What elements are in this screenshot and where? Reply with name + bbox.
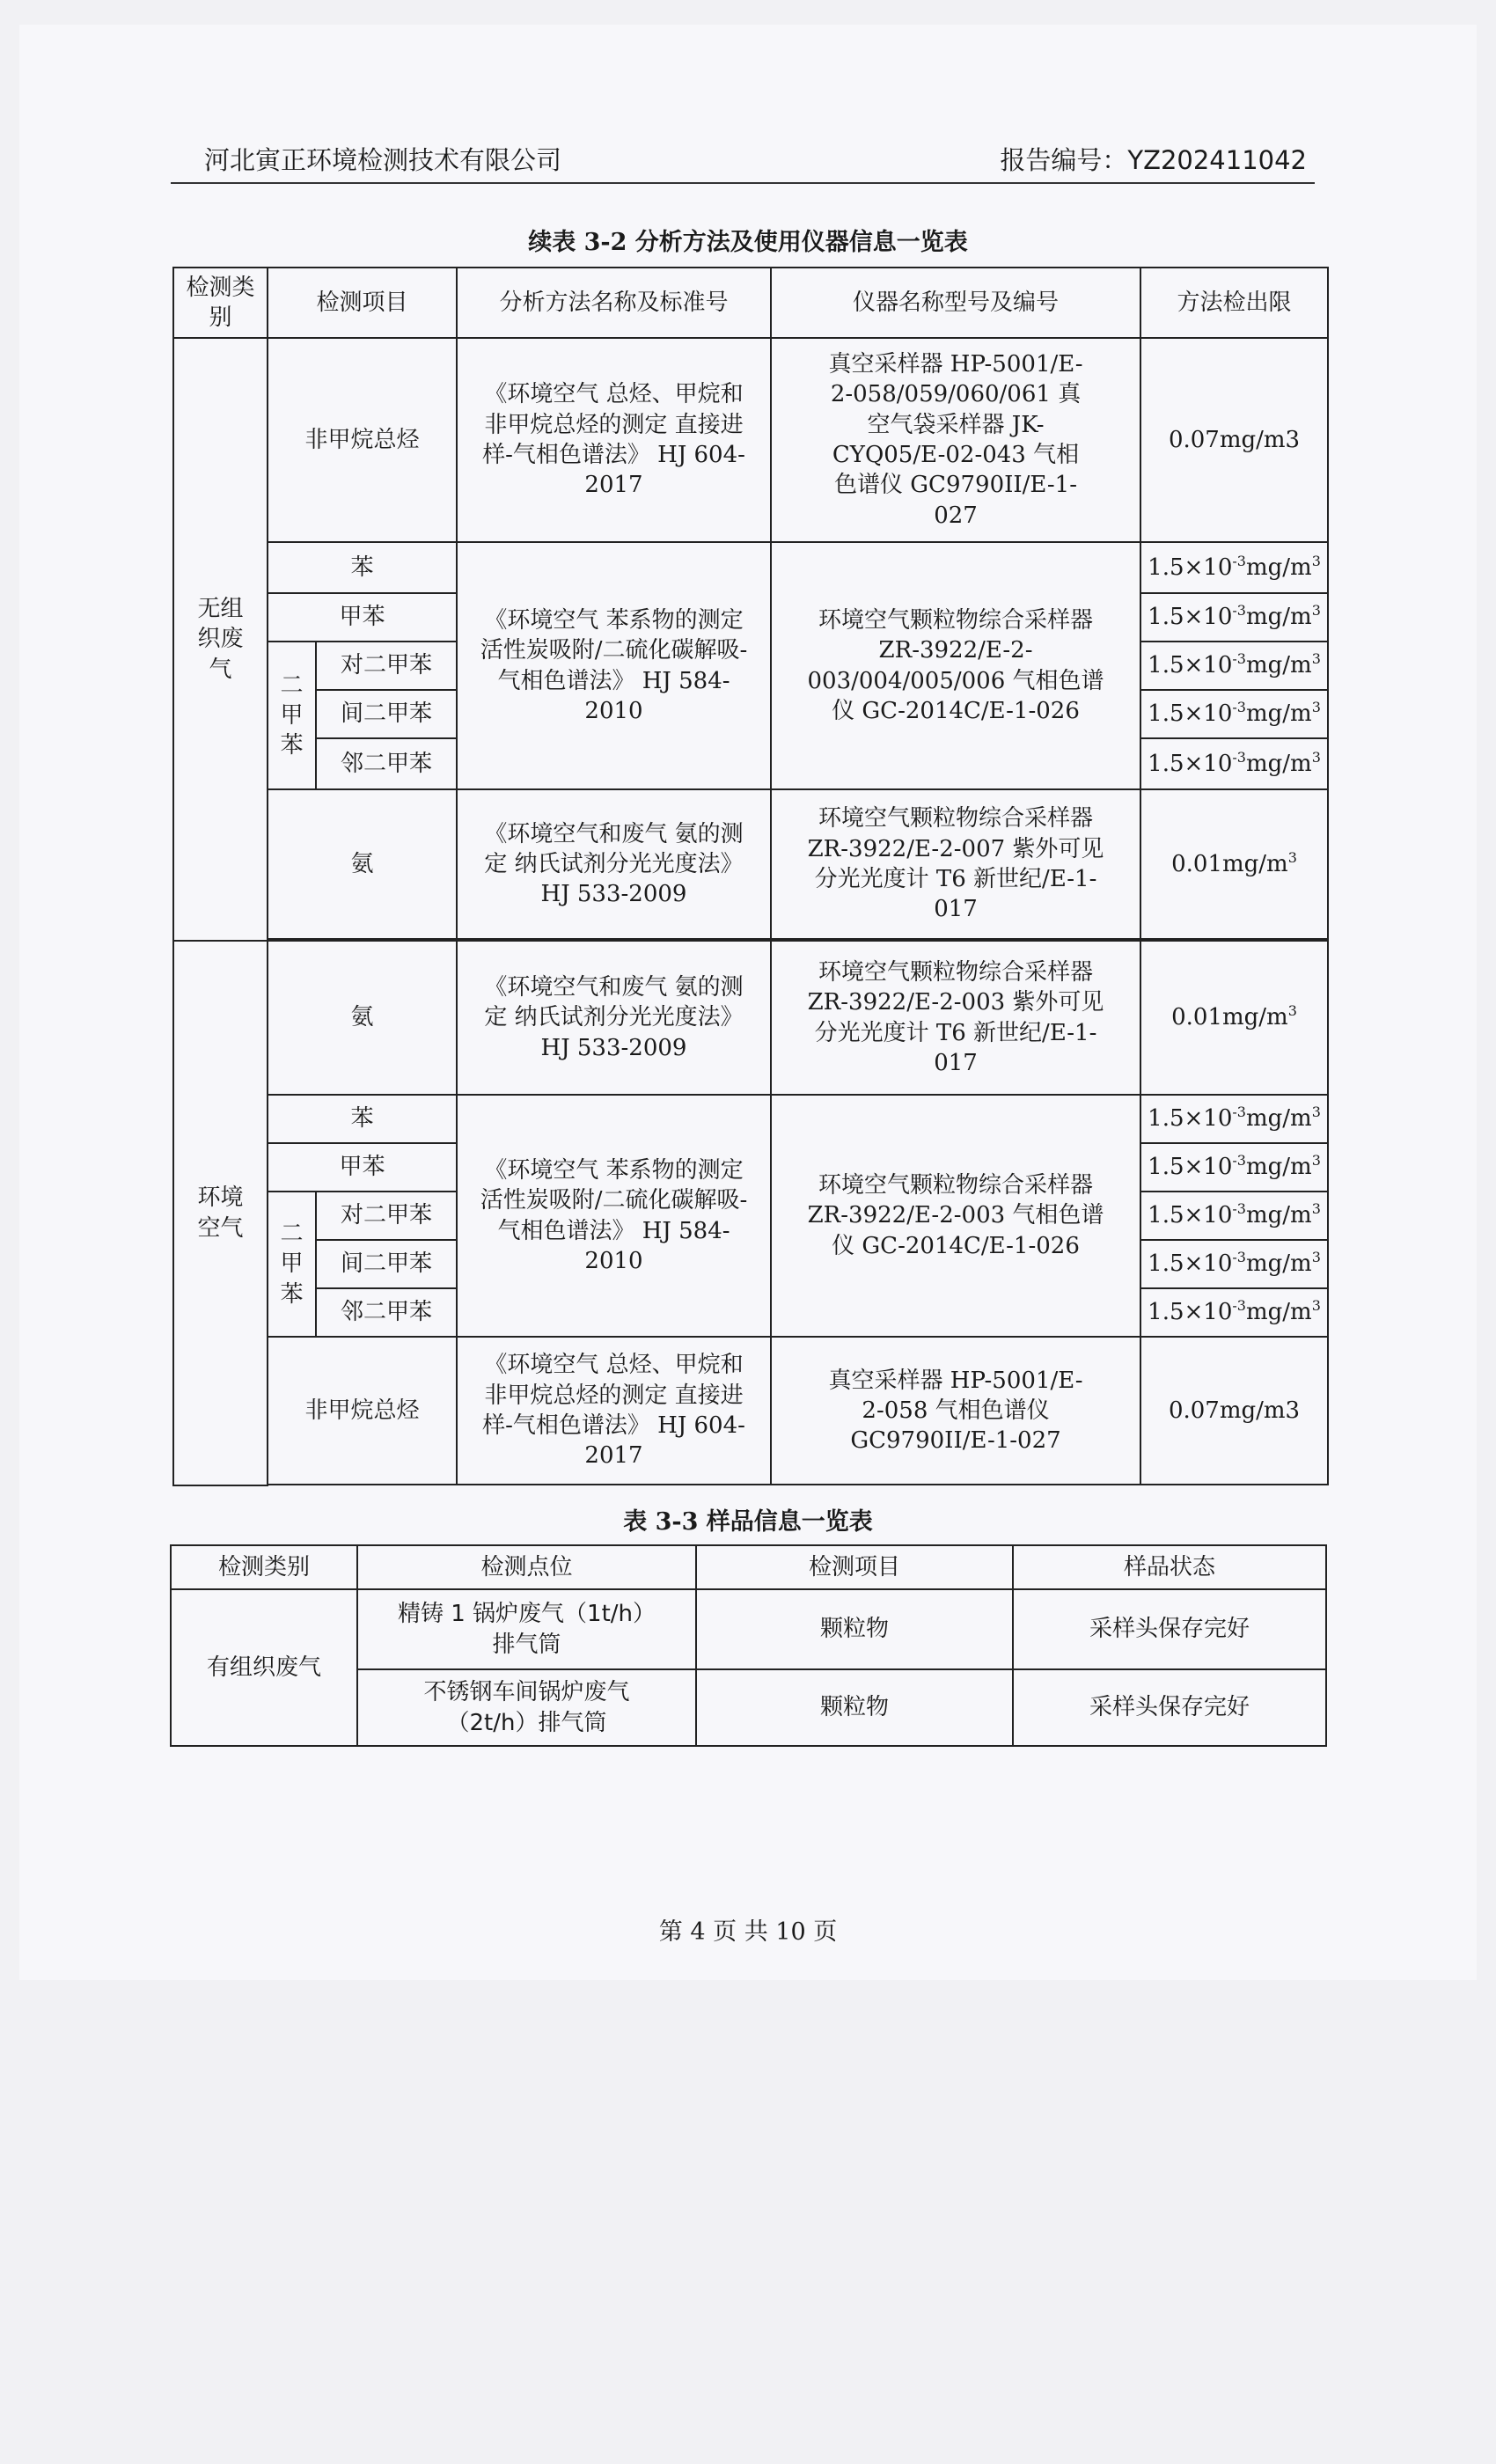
status-cell: 采样头保存完好 [1013, 1589, 1326, 1669]
table-row [173, 1337, 1328, 1485]
table-row [171, 1589, 1326, 1669]
table-header-row [173, 268, 1328, 338]
instrument-cell: 真空采样器 HP-5001/E-2-058/059/060/061 真空气袋采样器 JK-CYQ05/E-02-043 气相色谱仪 GC9790II/E-1-027 [771, 338, 1140, 542]
item-cell: 甲苯 [268, 593, 457, 642]
header-item: 检测项目 [696, 1545, 1013, 1589]
instrument-cell: 环境空气颗粒物综合采样器 ZR-3922/E-2-007 紫外可见分光光度计 T6 新世纪/E-1-017 [771, 789, 1140, 939]
limit-cell: $1.5\times 10^{-3}mg/m^3$ [1140, 1095, 1328, 1143]
limit-cell: 0.07mg/m3 [1140, 338, 1328, 542]
sample-info-table [170, 1544, 1327, 1747]
item-cell: 氨 [268, 941, 457, 1095]
item-cell: 邻二甲苯 [316, 738, 457, 789]
item-cell: 间二甲苯 [316, 1240, 457, 1288]
limit-cell: $1.5\times 10^{-3}mg/m^3$ [1140, 542, 1328, 593]
header-method: 分析方法名称及标准号 [457, 268, 771, 338]
header-divider [171, 182, 1315, 184]
method-cell: 《环境空气 苯系物的测定 活性炭吸附/二硫化碳解吸-气相色谱法》 HJ 584-2010 [457, 1095, 771, 1337]
analysis-method-table [172, 267, 1329, 1486]
item-cell: 苯 [268, 1095, 457, 1143]
item-cell: 对二甲苯 [316, 642, 457, 690]
item-cell: 苯 [268, 542, 457, 593]
limit-cell: $1.5\times 10^{-3}mg/m^3$ [1140, 1288, 1328, 1337]
limit-cell: $1.5\times 10^{-3}mg/m^3$ [1140, 593, 1328, 642]
table-row [173, 1095, 1328, 1143]
item-cell: 间二甲苯 [316, 690, 457, 738]
header-status: 样品状态 [1013, 1545, 1326, 1589]
item-cell: 邻二甲苯 [316, 1288, 457, 1337]
category-cell: 环境空气 [173, 941, 268, 1485]
item-cell: 非甲烷总烃 [268, 1337, 457, 1485]
table-row [173, 542, 1328, 593]
table-header-row [171, 1545, 1326, 1589]
limit-cell: $1.5\times 10^{-3}mg/m^3$ [1140, 642, 1328, 690]
table-row [173, 789, 1328, 939]
xylene-group-cell: 二甲苯 [268, 642, 316, 789]
item-cell: 颗粒物 [696, 1589, 1013, 1669]
header-limit: 方法检出限 [1140, 268, 1328, 338]
limit-cell: $1.5\times 10^{-3}mg/m^3$ [1140, 1192, 1328, 1240]
item-cell: 甲苯 [268, 1143, 457, 1192]
report-number: 报告编号：YZ202411042 [1000, 145, 1307, 175]
point-cell: 精铸 1 锅炉废气（1t/h）排气筒 [357, 1589, 696, 1669]
table-3-2-caption: 续表 3-2 分析方法及使用仪器信息一览表 [528, 229, 968, 256]
method-cell: 《环境空气和废气 氨的测定 纳氏试剂分光光度法》HJ 533-2009 [457, 789, 771, 939]
status-cell: 采样头保存完好 [1013, 1669, 1326, 1746]
page-number: 第 4 页 共 10 页 [658, 1918, 838, 1946]
point-cell: 不锈钢车间锅炉废气（2t/h）排气筒 [357, 1669, 696, 1746]
item-cell: 对二甲苯 [316, 1192, 457, 1240]
table-row [173, 941, 1328, 1095]
method-cell: 《环境空气 总烃、甲烷和非甲烷总烃的测定 直接进样-气相色谱法》 HJ 604-2017 [457, 338, 771, 542]
item-cell: 非甲烷总烃 [268, 338, 457, 542]
instrument-cell: 环境空气颗粒物综合采样器 ZR-3922/E-2-003/004/005/006 气相色谱仪 GC-2014C/E-1-026 [771, 542, 1140, 789]
header-item: 检测项目 [268, 268, 457, 338]
category-cell: 有组织废气 [171, 1589, 357, 1746]
header-category: 检测类别 [173, 268, 268, 338]
limit-cell: $0.01mg/m^3$ [1140, 941, 1328, 1095]
limit-cell: $1.5\times 10^{-3}mg/m^3$ [1140, 738, 1328, 789]
limit-cell: $0.01mg/m^3$ [1140, 789, 1328, 939]
limit-cell: $1.5\times 10^{-3}mg/m^3$ [1140, 1143, 1328, 1192]
limit-cell: $1.5\times 10^{-3}mg/m^3$ [1140, 1240, 1328, 1288]
table-3-3-caption: 表 3-3 样品信息一览表 [623, 1508, 873, 1536]
method-cell: 《环境空气和废气 氨的测定 纳氏试剂分光光度法》HJ 533-2009 [457, 941, 771, 1095]
item-cell: 颗粒物 [696, 1669, 1013, 1746]
company-name: 河北寅正环境检测技术有限公司 [204, 145, 562, 175]
instrument-cell: 真空采样器 HP-5001/E-2-058 气相色谱仪 GC9790II/E-1-027 [771, 1337, 1140, 1485]
xylene-group-cell: 二甲苯 [268, 1192, 316, 1337]
limit-cell: 0.07mg/m3 [1140, 1337, 1328, 1485]
header-point: 检测点位 [357, 1545, 696, 1589]
header-instrument: 仪器名称型号及编号 [771, 268, 1140, 338]
method-cell: 《环境空气 总烃、甲烷和非甲烷总烃的测定 直接进样-气相色谱法》 HJ 604-2017 [457, 1337, 771, 1485]
item-cell: 氨 [268, 789, 457, 939]
header-category: 检测类别 [171, 1545, 357, 1589]
category-cell: 无组织废气 [173, 338, 268, 941]
limit-cell: $1.5\times 10^{-3}mg/m^3$ [1140, 690, 1328, 738]
table-row [173, 338, 1328, 542]
instrument-cell: 环境空气颗粒物综合采样器 ZR-3922/E-2-003 气相色谱仪 GC-2014C/E-1-026 [771, 1095, 1140, 1337]
instrument-cell: 环境空气颗粒物综合采样器 ZR-3922/E-2-003 紫外可见分光光度计 T6 新世纪/E-1-017 [771, 941, 1140, 1095]
method-cell: 《环境空气 苯系物的测定 活性炭吸附/二硫化碳解吸-气相色谱法》 HJ 584-2010 [457, 542, 771, 789]
